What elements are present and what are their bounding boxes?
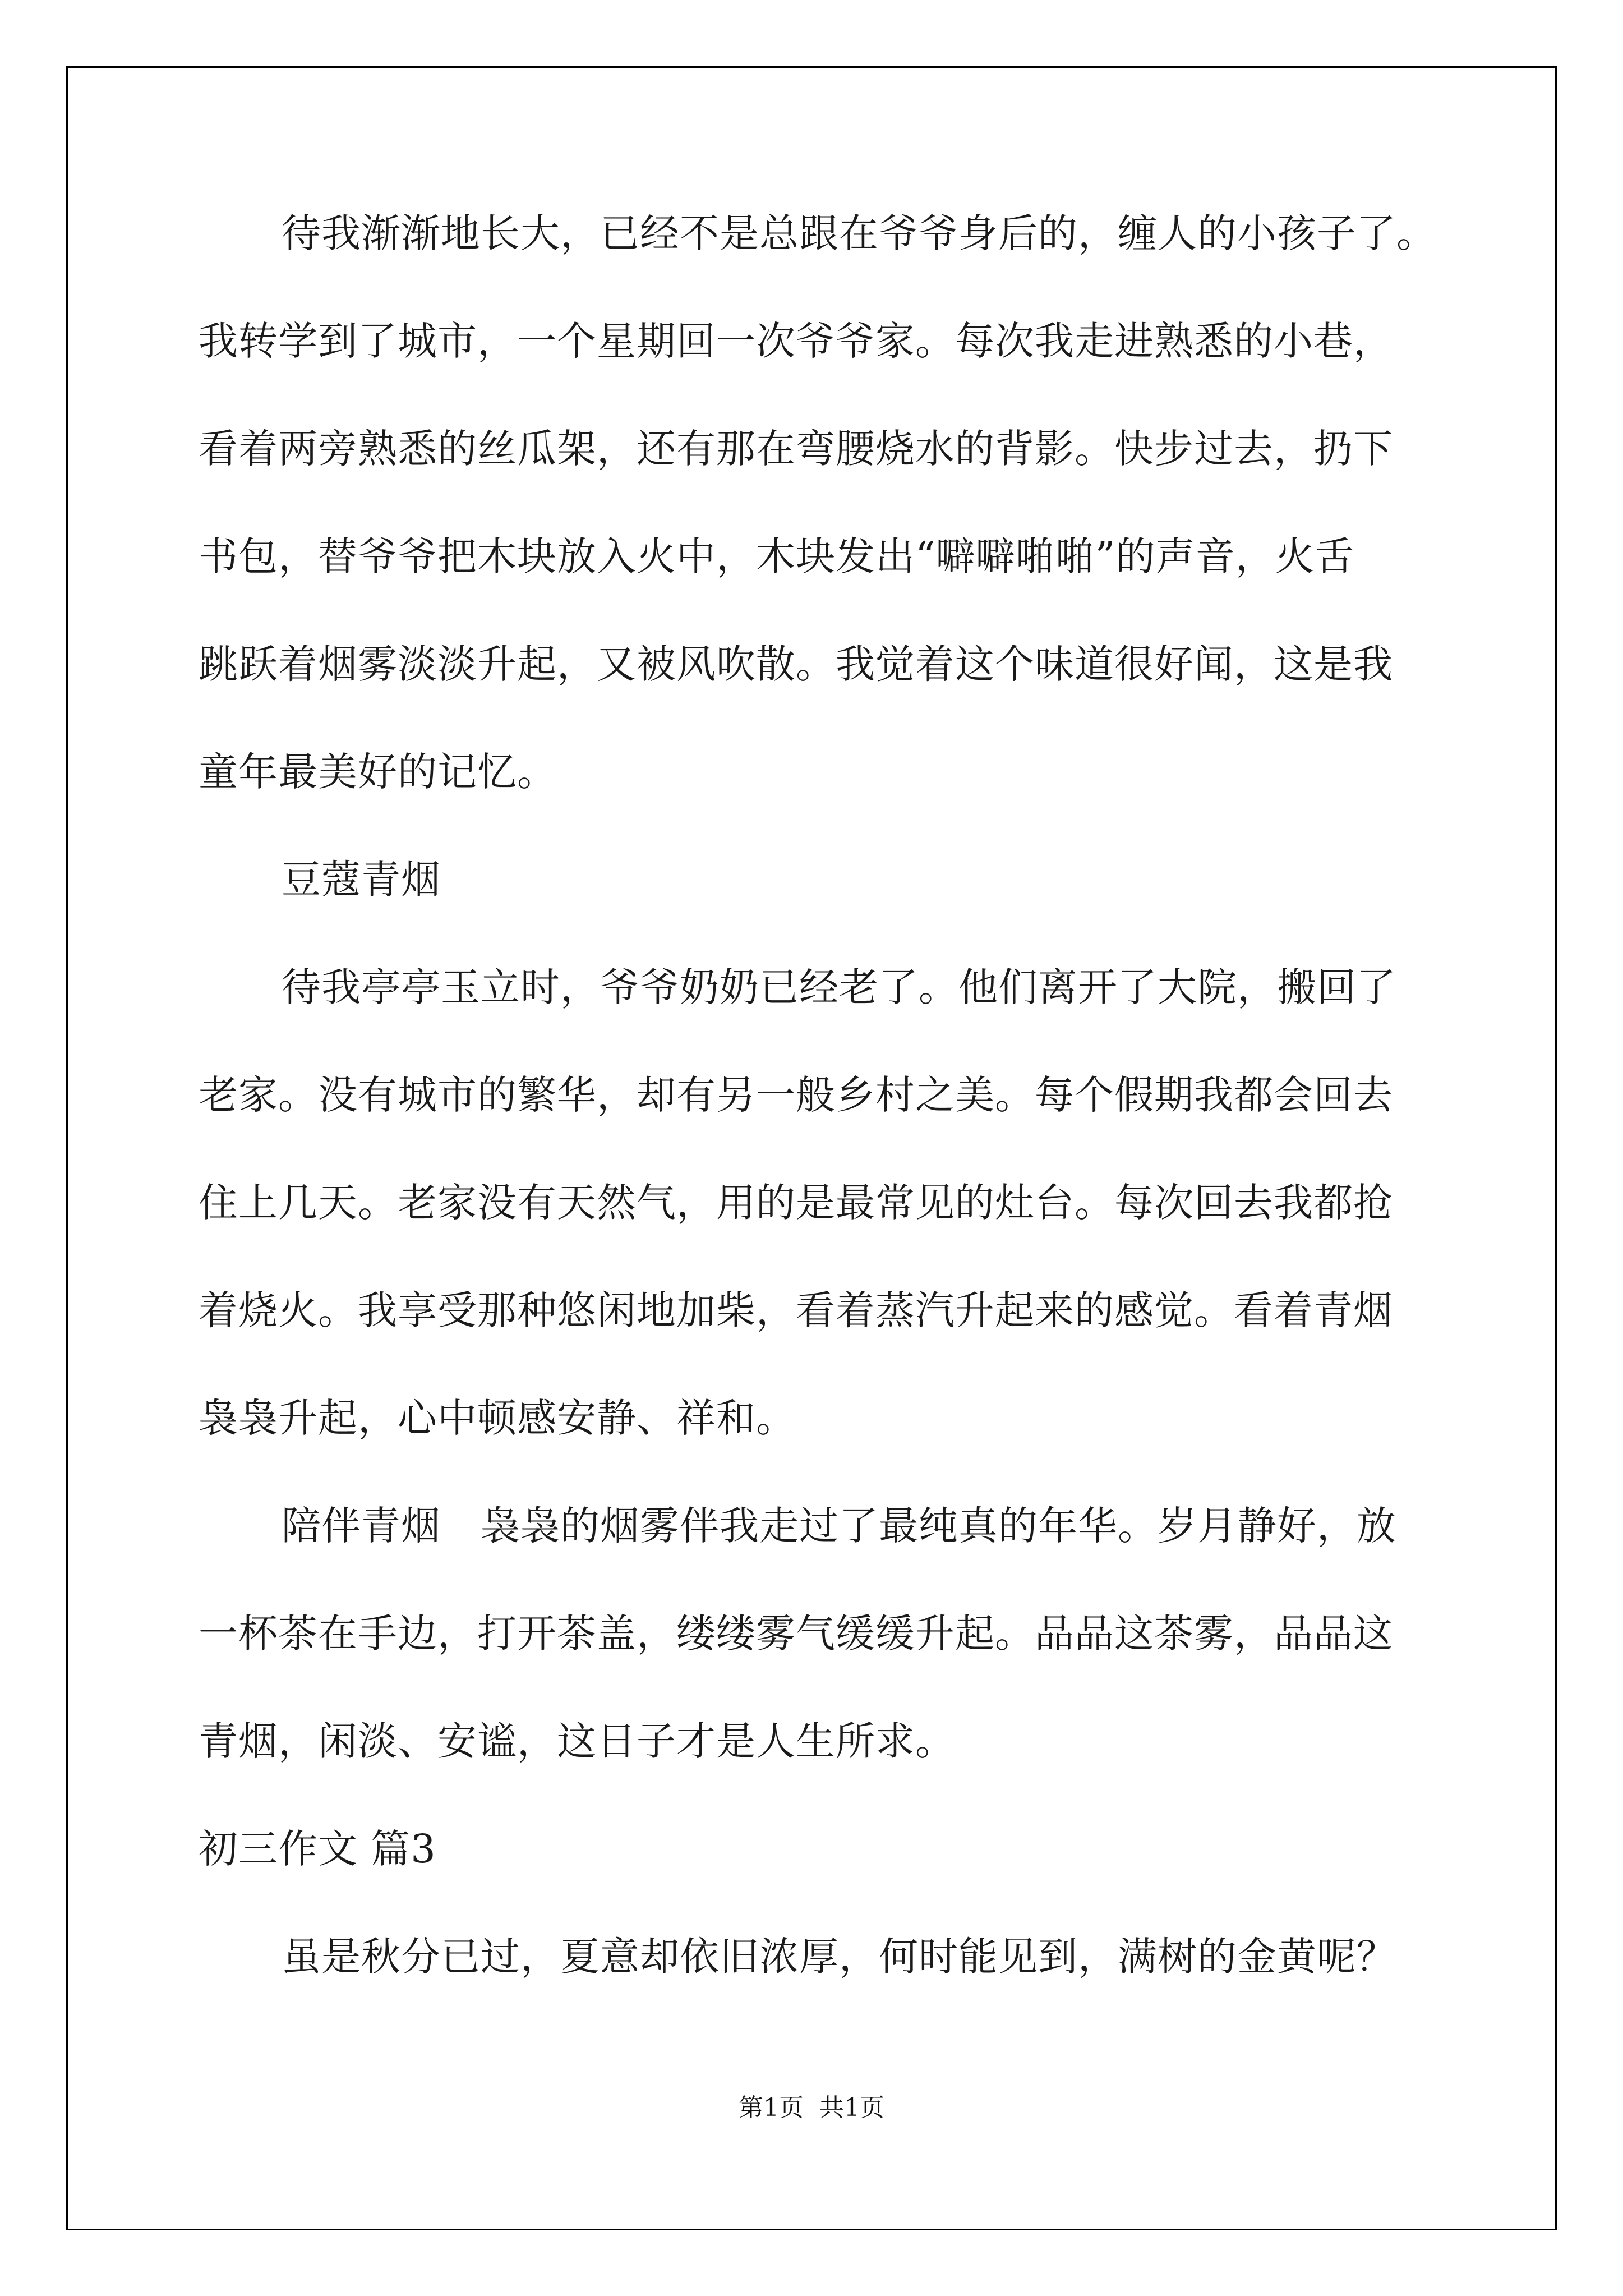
section-heading: 豆蔻青烟 <box>282 857 441 903</box>
article-title: 初三作文 篇3 <box>199 1826 436 1872</box>
text-line: 待我渐渐地长大，已经不是总跟在爷爷身后的，缠人的小孩子了。 <box>282 210 1436 256</box>
text-line: 跳跃着烟雾淡淡升起，又被风吹散。我觉着这个味道很好闻，这是我 <box>199 641 1393 687</box>
text-line: 待我亭亭玉立时，爷爷奶奶已经老了。他们离开了大院，搬回了 <box>282 964 1396 1010</box>
text-line: 书包，替爷爷把木块放入火中，木块发出“噼噼啪啪”的声音，火舌 <box>199 533 1355 579</box>
text-line: 陪伴青烟 袅袅的烟雾伴我走过了最纯真的年华。岁月静好，放 <box>282 1503 1396 1549</box>
text-line: 住上几天。老家没有天然气，用的是最常见的灶台。每次回去我都抢 <box>199 1180 1393 1226</box>
text-line: 童年最美好的记忆。 <box>199 749 557 795</box>
text-line: 袅袅升起，心中顿感安静、祥和。 <box>199 1395 796 1441</box>
page-border <box>66 66 1557 2230</box>
text-line: 一杯茶在手边，打开茶盖，缕缕雾气缓缓升起。品品这茶雾，品品这 <box>199 1611 1393 1657</box>
text-line: 着烧火。我享受那种悠闲地加柴，看着蒸汽升起来的感觉。看着青烟 <box>199 1287 1393 1333</box>
page-number: 第1页 <box>739 2093 804 2122</box>
text-line: 我转学到了城市，一个星期回一次爷爷家。每次我走进熟悉的小巷， <box>199 318 1393 364</box>
text-line: 青烟，闲淡、安谧，这日子才是人生所求。 <box>199 1718 955 1764</box>
text-line: 看着两旁熟悉的丝瓜架，还有那在弯腰烧水的背影。快步过去，扔下 <box>199 426 1393 472</box>
text-line: 虽是秋分已过，夏意却依旧浓厚，何时能见到，满树的金黄呢？ <box>282 1934 1396 1980</box>
page-total: 共1页 <box>819 2093 884 2122</box>
page-footer <box>0 2092 1623 2124</box>
text-line: 老家。没有城市的繁华，却有另一般乡村之美。每个假期我都会回去 <box>199 1072 1393 1118</box>
